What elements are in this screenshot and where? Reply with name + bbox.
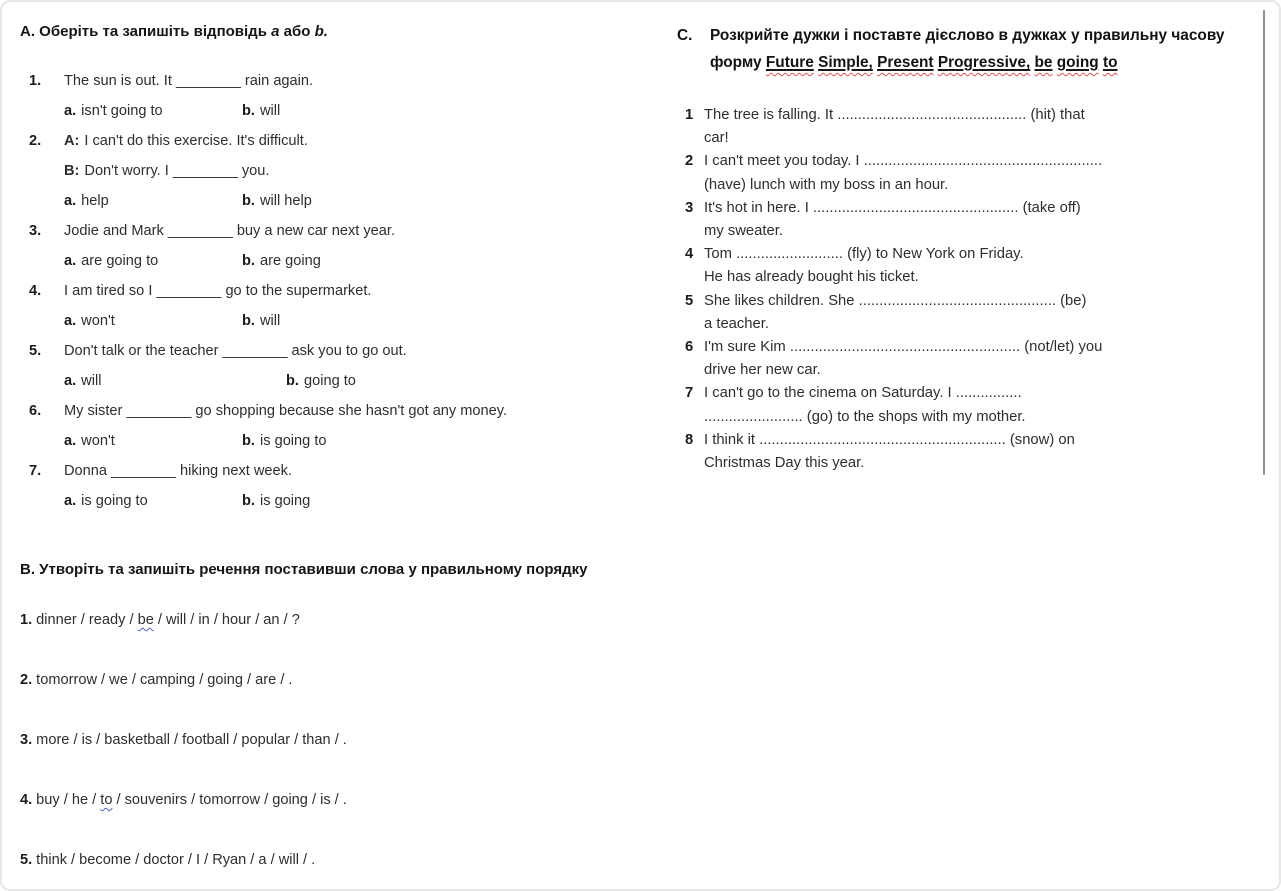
option-a: a. are going to (64, 253, 159, 269)
item-number: 3 (685, 199, 694, 216)
item-sentence: I think it ............................................................ (snow) on Christmas Day this year. (704, 431, 1075, 472)
option-a: a. won't (64, 313, 115, 329)
item-number: 8 (685, 431, 694, 448)
item-number: 4. (29, 283, 42, 299)
item-sentence: I'm sure Kim ........................................................ (not/let) you drive her new car. (704, 339, 1103, 379)
item-number: 6 (685, 339, 694, 356)
exercise-a-item-2 (20, 126, 654, 216)
item-sentence: She likes children. She ................................................ (be) a teacher. (704, 292, 1087, 332)
exercise-b-item-5: 5. think / become / doctor / I / Ryan / a / will / . (20, 852, 316, 868)
option-a: a. won't (64, 433, 115, 449)
exercise-b-item-3: 3. more / is / basketball / football / popular / than / . (20, 732, 347, 748)
section-b-header: В. Утворіть та запишіть речення поставивши слова у правильному порядку (20, 561, 588, 578)
item-number: 5. (20, 852, 33, 868)
option-b: b. is going to (242, 433, 327, 449)
section-a-header: A. Оберіть та запишіть відповідь a або b. (20, 23, 328, 40)
section-b-items (20, 610, 654, 870)
option-b: b. will (242, 103, 281, 119)
item-sentence: It's hot in here. I .................................................. (take off) my sweater. (704, 199, 1081, 240)
option-a: a. isn't going to (64, 103, 163, 119)
item-number: 4. (20, 792, 33, 808)
right-column (677, 22, 1261, 475)
item-number: 7 (685, 385, 694, 402)
exercise-b-item-1: 1. dinner / ready / be / will / in / hour / an / ? (20, 612, 300, 628)
item-number: 5 (685, 292, 694, 309)
option-b: b. going to (286, 373, 356, 389)
exercise-c-item-4 (677, 243, 1261, 289)
spellcheck-word: to (100, 792, 113, 808)
item-number: 2 (685, 153, 694, 170)
item-sentence: My sister ________ go shopping because she hasn't got any money. (64, 403, 508, 419)
section-c-items (677, 104, 1261, 475)
item-number: 1 (685, 107, 694, 123)
option-b-emphasis: b. (314, 23, 328, 40)
item-number: 6. (29, 403, 42, 419)
option-a-emphasis: a (271, 23, 280, 40)
exercise-c-item-7 (677, 382, 1261, 428)
option-b: b. is going (242, 493, 311, 509)
section-a-letter: A. (20, 23, 35, 40)
exercise-c-item-5 (677, 290, 1261, 336)
underlined-term: Simple, (818, 54, 873, 71)
exercise-b-item-4: 4. buy / he / to / souvenirs / tomorrow / going / is / . (20, 792, 347, 808)
item-number: 2. (29, 133, 42, 149)
item-number: 1. (29, 73, 42, 89)
exercise-c-item-2 (677, 150, 1261, 196)
item-number: 7. (29, 463, 42, 479)
exercise-c-item-1 (677, 104, 1261, 150)
item-sentence: The tree is falling. It .............................................. (hit) that car! (704, 107, 1085, 147)
option-a: a. will (64, 373, 102, 389)
exercise-a-item-6 (20, 396, 654, 456)
exercise-a-item-3 (20, 216, 654, 276)
section-c-title: Розкрийте дужки і поставте дієслово в дужках у правильну часову форму Future Simple, Present Progressive, be going to (710, 27, 1225, 71)
exercise-c-item-8 (677, 429, 1261, 475)
exercise-a-item-1 (20, 66, 654, 126)
underlined-term: be (1034, 54, 1053, 71)
item-number: 2. (20, 672, 33, 688)
underlined-term: to (1102, 54, 1118, 71)
exercise-c-item-6 (677, 336, 1261, 382)
spellcheck-word: be (137, 612, 154, 628)
exercise-c-item-3 (677, 197, 1261, 243)
exercise-a-item-4 (20, 276, 654, 336)
item-number: 3. (29, 223, 42, 239)
item-number: 1. (20, 612, 33, 628)
option-b: b. will help (242, 193, 312, 209)
option-a: a. is going to (64, 493, 148, 509)
item-sentence: I can't meet you today. I .......................................................... (have) lunch with my boss in an hour. (704, 153, 1103, 193)
section-c-letter: C. (677, 27, 693, 44)
underlined-term: Present (877, 54, 934, 71)
item-sentence: A: I can't do this exercise. It's difficult. (64, 133, 308, 149)
underlined-term: going (1056, 54, 1099, 71)
section-c-header (677, 22, 1261, 76)
item-sentence: Jodie and Mark ________ buy a new car next year. (64, 223, 396, 239)
item-sentence: B: Don't worry. I ________ you. (64, 163, 270, 179)
underlined-term: Progressive, (937, 54, 1031, 71)
item-sentence: The sun is out. It ________ rain again. (64, 73, 314, 89)
item-number: 3. (20, 732, 33, 748)
option-b: b. are going (242, 253, 321, 269)
item-sentence: I am tired so I ________ go to the supermarket. (64, 283, 372, 299)
option-b: b. will (242, 313, 281, 329)
item-sentence: Don't talk or the teacher ________ ask you to go out. (64, 343, 407, 359)
item-sentence: Tom .......................... (fly) to New York on Friday. He has already bought his ticket. (704, 246, 1024, 286)
item-sentence: I can't go to the cinema on Saturday. I ................ ........................ (go) to the shops with my mother. (704, 385, 1026, 425)
left-column (20, 22, 654, 870)
exercise-a-item-5 (20, 336, 654, 396)
item-sentence: Donna ________ hiking next week. (64, 463, 292, 479)
item-number: 5. (29, 343, 42, 359)
exercise-a-item-7 (20, 456, 654, 516)
page-edge-divider (1263, 10, 1265, 475)
item-number: 4 (685, 246, 694, 263)
exercise-b-item-2: 2. tomorrow / we / camping / going / are / . (20, 672, 293, 688)
underlined-term: Future (765, 54, 814, 71)
option-a: a. help (64, 193, 109, 209)
